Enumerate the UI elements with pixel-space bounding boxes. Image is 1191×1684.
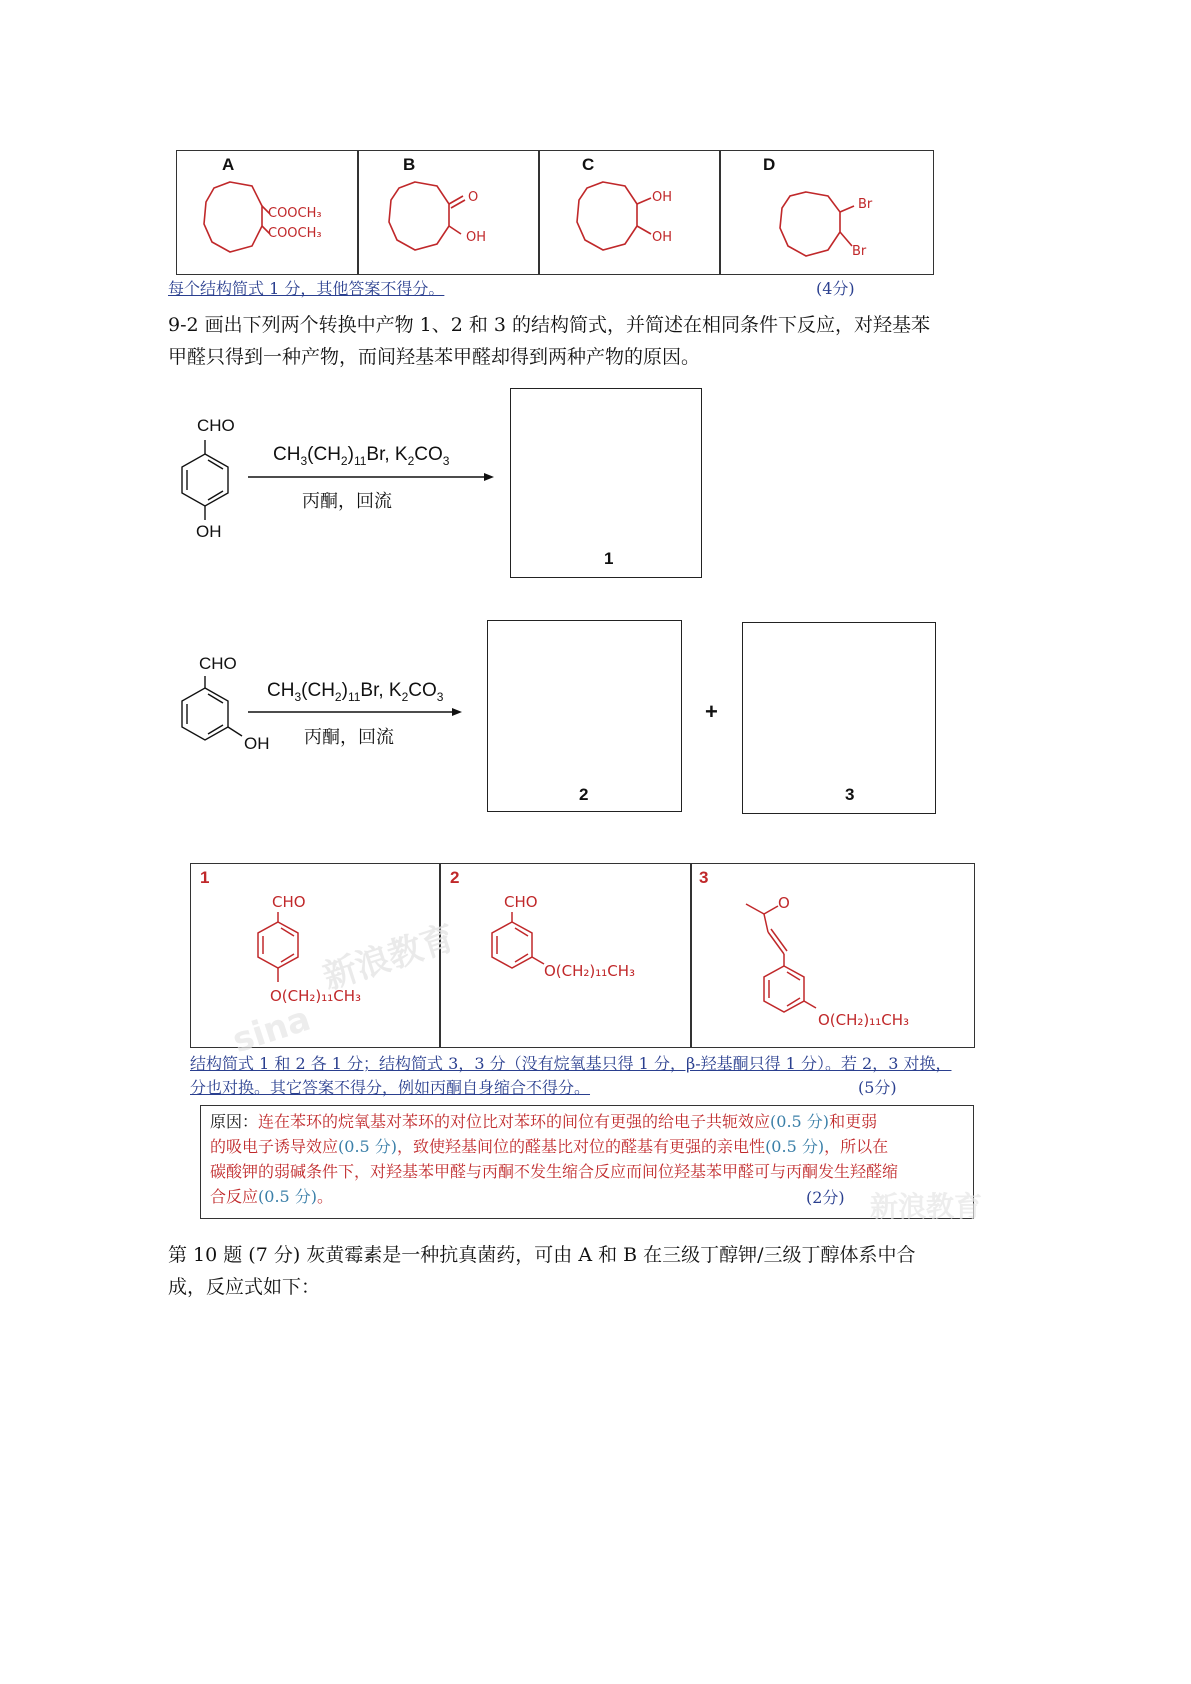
reason-score-part: (0.5 分) [258, 1187, 318, 1206]
reason-prefix: 原因： [210, 1112, 259, 1131]
answer-box-3 [742, 622, 936, 814]
answer-3-chain: O(CH₂)₁₁CH₃ [818, 1011, 910, 1029]
table-divider [690, 863, 692, 1047]
reason-line-4 [210, 1184, 975, 1209]
reason-text-part: ，致使羟基间位的醛基比对位的醛基有更强的亲电性 [397, 1137, 766, 1156]
r2-reagent-part: Br, K [360, 680, 402, 701]
r2-reagent-part: (CH [301, 680, 335, 701]
answer-label-1: 1 [200, 868, 210, 887]
r2-reagent [267, 680, 443, 704]
r2-reagent-part: CH [267, 680, 295, 701]
box-label-3: 3 [845, 785, 855, 804]
group-c-1: OH [652, 190, 673, 205]
answer-3-ketone-o: O [778, 894, 790, 912]
reason-text-part: ，所以在 [824, 1137, 889, 1156]
watermark: sina [227, 998, 316, 1062]
r1-reagent-sub: 2 [340, 453, 348, 468]
cell-label-d: D [763, 155, 776, 174]
r1-reagent-sub: 3 [442, 453, 450, 468]
table-divider [357, 150, 359, 274]
reason-text-part: 和更弱 [829, 1112, 878, 1131]
r2-oh: OH [244, 734, 270, 753]
reason-line-3: 碳酸钾的弱碱条件下，对羟基苯甲醛与丙酮不发生缩合反应而间位羟基苯甲醛可与丙酮发生羟醛缩 [210, 1162, 899, 1181]
structure-a [200, 180, 350, 265]
reason-line-1 [210, 1109, 975, 1134]
r1-reagent-paren: ) [347, 444, 354, 465]
r2-reagent-sub: 11 [347, 689, 361, 704]
r1-reagent-part: CH [273, 444, 301, 465]
reason-score-part: (0.5 分) [770, 1112, 830, 1131]
r1-arrow [248, 470, 498, 484]
group-c-2: OH [652, 230, 673, 245]
plus-sign: + [705, 699, 718, 724]
table-divider [538, 150, 540, 274]
answer-3-structure [740, 898, 840, 1028]
structure-d [776, 188, 916, 268]
question-9-2-line2: 甲醛只得到一种产物，而间羟基苯甲醛却得到两种产物的原因。 [168, 346, 701, 368]
group-d-2: Br [852, 244, 867, 259]
table-divider [719, 150, 721, 274]
r2-reagent-sub: 3 [436, 689, 444, 704]
answer-box-2 [487, 620, 682, 812]
score-3: (2分) [806, 1188, 845, 1207]
r1-benzene [170, 440, 240, 530]
scoring-note-2-line2: 分也对换。其它答案不得分，例如丙酮自身缩合不得分。 [190, 1078, 591, 1097]
answer-1-structure [250, 912, 310, 992]
question-10-line2: 成，反应式如下： [168, 1276, 321, 1298]
answer-1-cho: CHO [272, 893, 306, 911]
r1-reagent-part: CO [414, 444, 443, 465]
question-9-2-line1: 9-2 画出下列两个转换中产物 1、2 和 3 的结构简式，并简述在相同条件下反应，对羟基苯 [168, 314, 931, 336]
answer-label-2: 2 [450, 868, 460, 887]
group-b-2: OH [466, 230, 487, 245]
group-a-1: COOCH₃ [268, 206, 322, 221]
answer-1-chain: O(CH₂)₁₁CH₃ [270, 987, 362, 1005]
reason-line-2 [210, 1134, 975, 1159]
r2-cho: CHO [199, 654, 237, 673]
box-label-2: 2 [579, 785, 589, 804]
question-10-line1: 第 10 题 (7 分) 灰黄霉素是一种抗真菌药，可由 A 和 B 在三级丁醇钾/三级丁醇体系中合 [168, 1244, 916, 1266]
reason-text-part: 合反应 [210, 1187, 259, 1206]
answer-2-cho: CHO [504, 893, 538, 911]
answer-label-3: 3 [699, 868, 709, 887]
watermark: 新浪教育 [318, 917, 460, 998]
r1-reagent-part: (CH [307, 444, 341, 465]
r2-arrow [248, 705, 468, 719]
watermark: 新浪教育 [870, 1190, 983, 1223]
box-label-1: 1 [604, 549, 614, 568]
r1-oh: OH [196, 522, 222, 541]
scoring-note-2-line1: 结构简式 1 和 2 各 1 分；结构简式 3，3 分（没有烷氧基只得 1 分，β-羟基酮只得 1 分）。若 2，3 对换， [190, 1054, 952, 1073]
r1-reagent-sub: 2 [407, 453, 415, 468]
score-2: (5分) [858, 1078, 897, 1097]
r1-reagent-part: Br, K [366, 444, 408, 465]
reason-score-part: (0.5 分) [765, 1137, 825, 1156]
r2-conditions: 丙酮，回流 [304, 727, 394, 748]
cell-label-b: B [403, 155, 416, 174]
cell-label-c: C [582, 155, 595, 174]
r2-reagent-paren: ) [341, 680, 348, 701]
r1-conditions: 丙酮，回流 [302, 491, 392, 512]
group-a-2: COOCH₃ [268, 226, 322, 241]
r2-reagent-part: CO [408, 680, 437, 701]
answer-2-chain: O(CH₂)₁₁CH₃ [544, 962, 636, 980]
group-d-1: Br [858, 197, 873, 212]
cell-label-a: A [222, 155, 235, 174]
r1-reagent-sub: 3 [300, 453, 308, 468]
scoring-note-1: 每个结构简式 1 分，其他答案不得分。 [168, 279, 445, 298]
structure-c [573, 178, 713, 268]
r1-reagent [273, 444, 449, 468]
reason-text-part: 连在苯环的烷氧基对苯环的对位比对苯环的间位有更强的给电子共轭效应 [258, 1112, 771, 1131]
group-b-1: O [468, 190, 479, 205]
r1-reagent-sub: 11 [353, 453, 367, 468]
r2-reagent-sub: 2 [401, 689, 409, 704]
structure-b [385, 178, 525, 268]
reason-score-part: (0.5 分) [338, 1137, 398, 1156]
score-1: (4分) [816, 279, 855, 298]
reason-text-part: 的吸电子诱导效应 [210, 1137, 339, 1156]
r2-reagent-sub: 3 [294, 689, 302, 704]
reason-text-part: 。 [317, 1187, 334, 1206]
r1-cho: CHO [197, 416, 235, 435]
reason-text [210, 1109, 975, 1209]
r2-reagent-sub: 2 [334, 689, 342, 704]
